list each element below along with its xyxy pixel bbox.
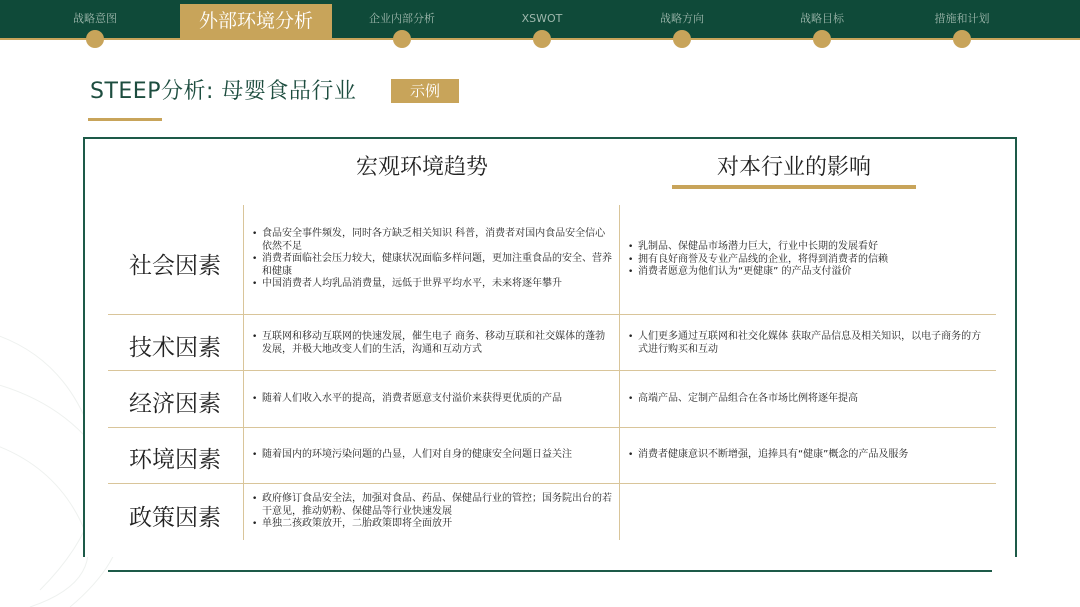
row-divider <box>108 483 996 484</box>
trends-cell-social <box>250 228 614 291</box>
list-item: • 人们更多通过互联网和社交化媒体 获取产品信息及相关知识，以电子商务的方式进行购买和互动 <box>626 331 990 356</box>
impacts-cell-environment <box>626 449 990 462</box>
nav-item-measures-plans[interactable]: 措施和计划 <box>934 12 990 25</box>
header-underline <box>672 185 916 189</box>
column-divider <box>619 205 620 540</box>
page-title: STEEP分析: 母婴食品行业 <box>90 79 357 104</box>
row-divider <box>108 314 996 315</box>
nav-item-internal-analysis[interactable]: 企业内部分析 <box>369 12 435 25</box>
factor-policy: 政策因素 <box>129 505 221 531</box>
list-item: • 随着人们收入水平的提高，消费者愿意支付溢价来获得更优质的产品 <box>250 393 614 406</box>
list-item: • 消费者健康意识不断增强，追捧具有“健康”概念的产品及服务 <box>626 449 990 462</box>
trends-cell-policy <box>250 493 614 531</box>
list-item: • 高端产品、定制产品组合在各市场比例将逐年提高 <box>626 393 990 406</box>
list-item: • 拥有良好商誉及专业产品线的企业，将得到消费者的信赖 <box>626 254 990 267</box>
nav-item-strategic-goals[interactable]: 战略目标 <box>800 12 844 25</box>
list-item: • 随着国内的环境污染问题的凸显，人们对自身的健康安全问题日益关注 <box>250 449 614 462</box>
column-header-industry-impact: 对本行业的影响 <box>716 155 871 180</box>
row-divider <box>108 370 996 371</box>
column-divider <box>243 205 244 540</box>
nav-item-external-analysis-active[interactable]: 外部环境分析 <box>180 4 332 38</box>
impacts-cell-economy <box>626 393 990 406</box>
nav-dot <box>953 30 971 48</box>
nav-item-strategic-intent[interactable]: 战略意图 <box>73 12 117 25</box>
card-bottom-line <box>108 570 992 572</box>
nav-dot <box>673 30 691 48</box>
example-badge: 示例 <box>391 79 459 103</box>
list-item: • 消费者面临社会压力较大，健康状况面临多样问题，更加注重食品的安全、营养和健康 <box>250 253 614 278</box>
nav-dot <box>393 30 411 48</box>
list-item: • 食品安全事件频发，同时各方缺乏相关知识 科普，消费者对国内食品安全信心依然不足 <box>250 228 614 253</box>
impacts-cell-technology <box>626 331 990 356</box>
list-item: • 单独二孩政策放开，二胎政策即将全面放开 <box>250 518 614 531</box>
impacts-cell-social <box>626 241 990 279</box>
list-item: • 政府修订食品安全法，加强对食品、药品、保健品行业的管控；国务院出台的若干意见，推动奶粉、保健品等行业快速发展 <box>250 493 614 518</box>
nav-item-strategic-direction[interactable]: 战略方向 <box>660 12 704 25</box>
nav-dot <box>813 30 831 48</box>
column-header-macro-trends: 宏观环境趋势 <box>355 155 488 180</box>
factor-environment: 环境因素 <box>129 447 221 473</box>
row-divider <box>108 427 996 428</box>
nav-item-xswot[interactable]: XSWOT <box>521 12 563 25</box>
factor-economy: 经济因素 <box>129 391 221 417</box>
nav-dot <box>533 30 551 48</box>
trends-cell-environment <box>250 449 614 462</box>
trends-cell-technology <box>250 331 614 356</box>
trends-cell-economy <box>250 393 614 406</box>
list-item: • 中国消费者人均乳品消费量，远低于世界平均水平，未来将逐年攀升 <box>250 278 614 291</box>
title-underline <box>88 118 162 121</box>
factor-social: 社会因素 <box>129 253 221 279</box>
factor-technology: 技术因素 <box>129 335 221 361</box>
list-item: • 消费者愿意为他们认为“更健康” 的产品支付溢价 <box>626 266 990 279</box>
nav-dot <box>86 30 104 48</box>
list-item: • 互联网和移动互联网的快速发展，催生电子 商务、移动互联和社交媒体的蓬勃发展，并极大地改变人们的生活，沟通和互动方式 <box>250 331 614 356</box>
list-item: • 乳制品、保健品市场潜力巨大，行业中长期的发展看好 <box>626 241 990 254</box>
